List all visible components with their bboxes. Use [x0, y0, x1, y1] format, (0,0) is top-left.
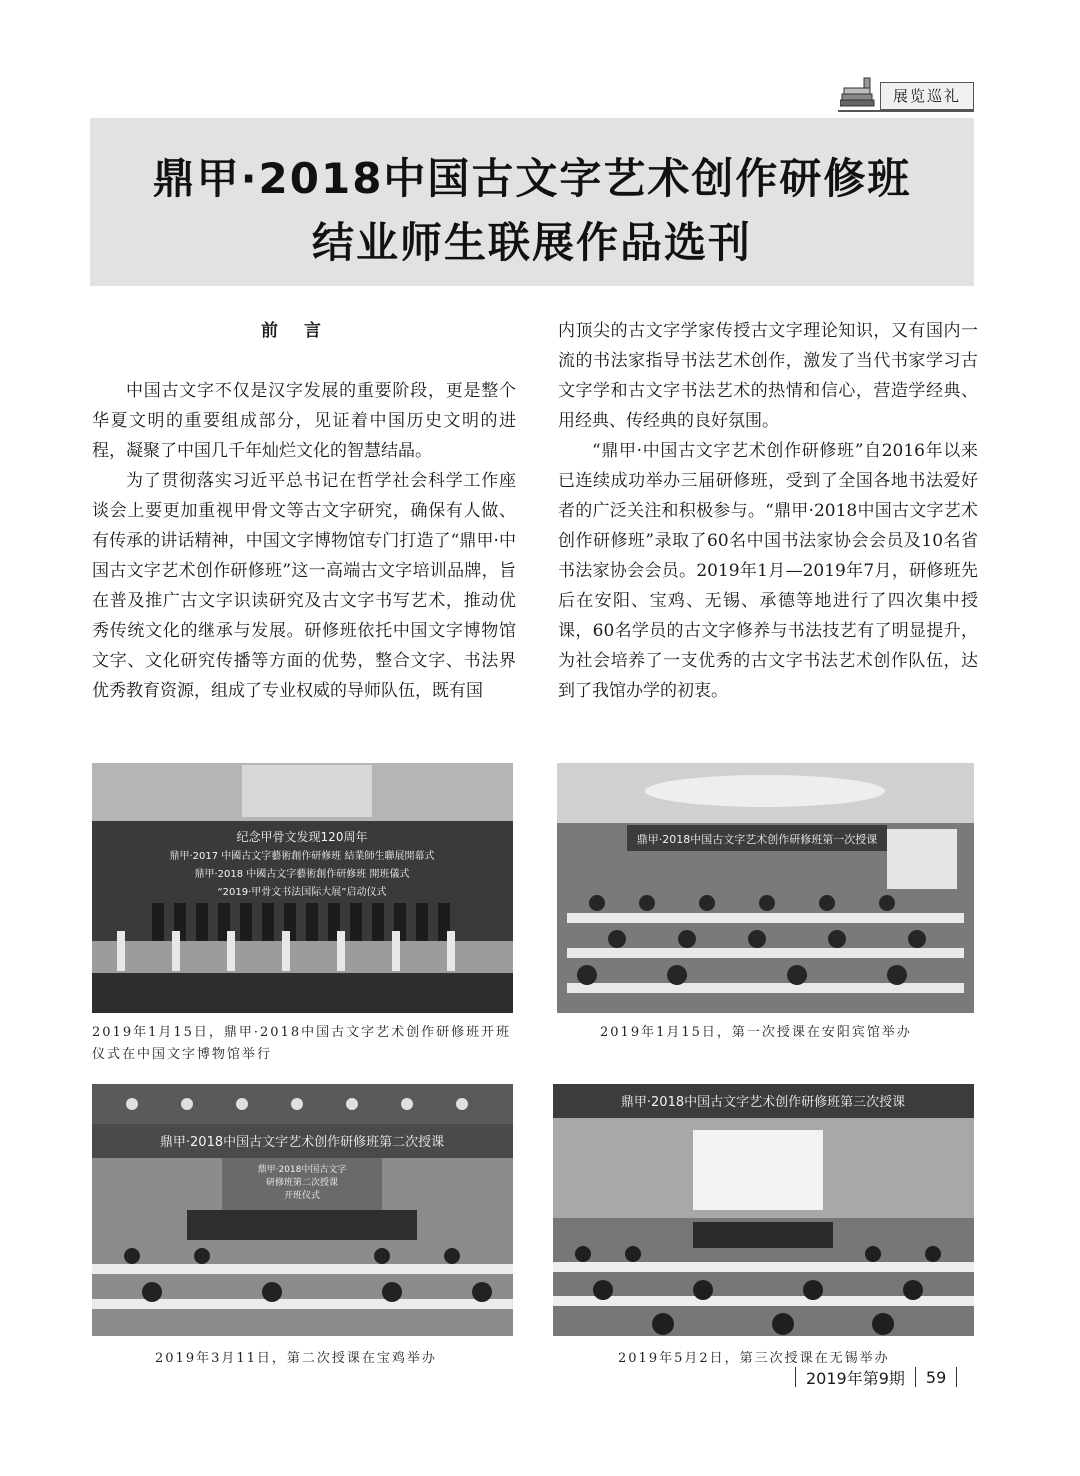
divider: [838, 110, 974, 112]
paragraph: “鼎甲·中国古文字艺术创作研修班”自2016年以来已连续成功举办三届研修班，受到了全国各地书法爱好者的广泛关注和积极参与。“鼎甲·2018中国古文字艺术创作研修班”录取了60名中国书法家协会会员及10名省书法家协会会员。2019年1月—2019年7月，研修班先后在安阳、宝鸡、无锡、承德等地进行了四次集中授课，60名学员的古文字修养与书法技艺有了明显提升，为社会培养了一支优秀的古文字书法艺术创作队伍，达到了我馆办学的初衷。: [558, 441, 978, 701]
banner-line: 鼎甲·2018 中國古文字藝術創作研修班 開班儀式: [194, 869, 410, 880]
divider: [795, 1367, 796, 1387]
divider: [915, 1367, 916, 1387]
title-box: [90, 118, 974, 286]
banner-line: 鼎甲·2018中国古文字艺术创作研修班第二次授课: [159, 1135, 445, 1150]
photo-opening-ceremony: [92, 763, 513, 1013]
banner-line: 鼎甲·2018中国古文字: [257, 1165, 347, 1175]
page-title: 鼎甲·2018中国古文字艺术创作研修班: [152, 154, 912, 203]
page-subtitle: 结业师生联展作品选刊: [311, 218, 752, 267]
issue-label: 2019年第9期: [806, 1368, 905, 1388]
paragraph: 中国古文字不仅是汉字发展的重要阶段，更是整个华夏文明的重要组成部分，见证着中国历史文明的进程，凝聚了中国几千年灿烂文化的智慧结晶。: [92, 381, 516, 461]
photo-third-lecture: [553, 1084, 974, 1336]
photo-caption: 2019年1月15日，第一次授课在安阳宾馆举办: [600, 1025, 912, 1040]
banner-line: “2019·甲骨文书法国际大展”启动仪式: [217, 887, 387, 898]
article-right-column: [558, 316, 978, 706]
divider: [956, 1367, 957, 1387]
banner-line: 研修班第二次授课: [265, 1178, 339, 1188]
article-heading: 前言: [261, 321, 347, 341]
banner-line: 开班仪式: [283, 1191, 321, 1201]
banner-line: 鼎甲·2018中国古文字艺术创作研修班第三次授课: [620, 1095, 906, 1110]
paragraph-continuation: 内顶尖的古文字学家传授古文字理论知识，又有国内一流的书法家指导书法艺术创作，激发了当代书家学习古文字学和古文字书法艺术的热情和信心，营造学经典、用经典、传经典的良好氛围。: [558, 321, 978, 431]
photo-caption: 2019年5月2日，第三次授课在无锡举办: [618, 1351, 890, 1366]
paragraph: 为了贯彻落实习近平总书记在哲学社会科学工作座谈会上要更加重视甲骨文等古文字研究，确保有人做、有传承的讲话精神，中国文字博物馆专门打造了“鼎甲·中国古文字艺术创作研修班”这一高端古文字培训品牌，旨在普及推广古文字识读研究及古文字书写艺术，推动优秀传统文化的继承与发展。研修班依托中国文字博物馆文字、文化研究传播等方面的优势，整合文字、书法界优秀教育资源，组成了专业权威的导师队伍，既有国: [92, 471, 516, 701]
article-left-column: [92, 316, 516, 706]
photo-first-lecture: [557, 763, 974, 1013]
banner-line: 鼎甲·2018中国古文字艺术创作研修班第一次授课: [636, 833, 878, 846]
page-number: 59: [925, 1367, 947, 1387]
page-footer: [795, 1362, 975, 1392]
photo-caption: 2019年3月11日，第二次授课在宝鸡举办: [155, 1351, 437, 1366]
photo-second-lecture: [92, 1084, 513, 1336]
banner-line: 纪念甲骨文发现120周年: [236, 830, 368, 844]
banner-line: 鼎甲·2017 中國古文字藝術創作研修班 結業師生聯展開幕式: [169, 851, 435, 862]
photo-caption: 2019年1月15日，鼎甲·2018中国古文字艺术创作研修班开班仪式在中国文字博物馆举行: [92, 1025, 512, 1062]
books-icon: [840, 76, 876, 110]
section-tag: 展览巡礼: [880, 82, 974, 110]
